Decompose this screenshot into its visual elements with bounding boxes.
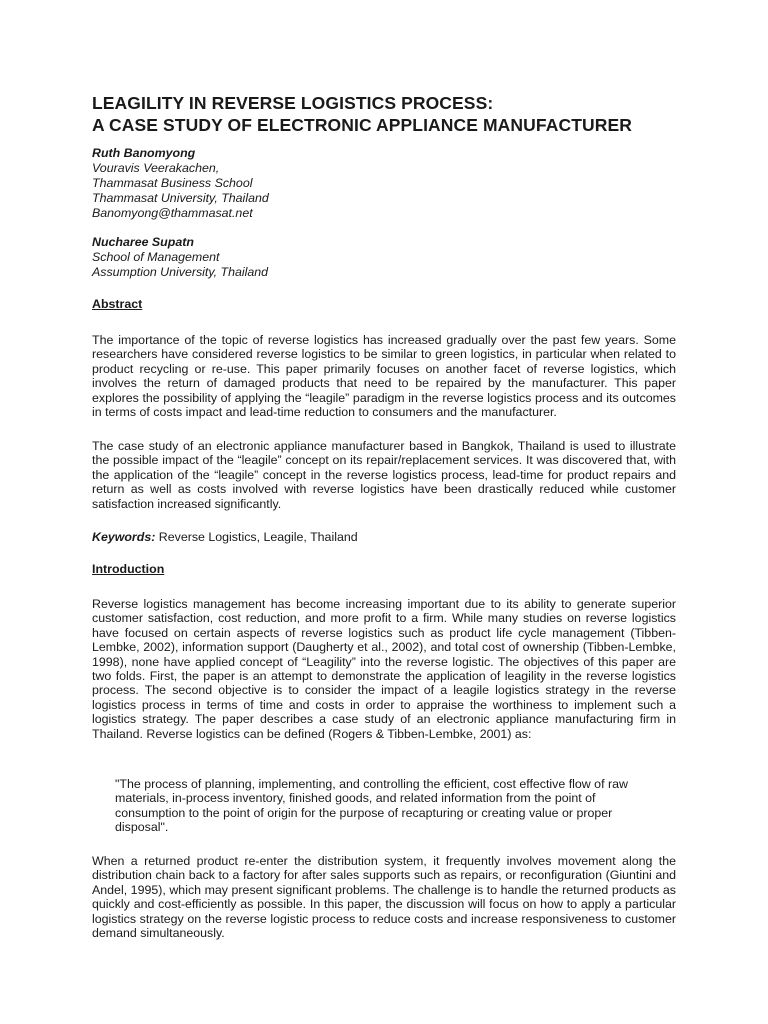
keywords-text: Reverse Logistics, Leagile, Thailand xyxy=(155,530,358,544)
title-line-1: LEAGILITY IN REVERSE LOGISTICS PROCESS: xyxy=(92,93,494,113)
author-affiliation-line: Vouravis Veerakachen, xyxy=(92,161,220,175)
author-affiliation-line: School of Management xyxy=(92,250,220,264)
author-affiliation-line: Thammasat University, Thailand xyxy=(92,191,269,205)
author-email: Banomyong@thammasat.net xyxy=(92,206,253,220)
title-line-2: A CASE STUDY OF ELECTRONIC APPLIANCE MANUFACTURER xyxy=(92,115,632,135)
keywords-line xyxy=(92,530,676,544)
keywords-label: Keywords: xyxy=(92,530,156,544)
author-list xyxy=(92,146,269,280)
author-affiliation-line: Assumption University, Thailand xyxy=(92,265,269,279)
introduction-heading: Introduction xyxy=(92,562,165,576)
author-block-2 xyxy=(92,235,269,280)
introduction-paragraph-2: When a returned product re-enter the distribution system, it frequently involves movement along the distribution chain back to a factory for after sales supports such as repairs, or reconfiguration (Giuntini and Andel, 1995), which may present significant problems. The challenge is to handle the returned products as quickly and cost-efficiently as possible. In this paper, the discussion will focus on how to apply a particular logistics strategy on the reverse logistic process to reduce costs and increase responsiveness to customer demand simultaneously. xyxy=(92,854,676,941)
author-block-1 xyxy=(92,146,269,221)
definition-quote: "The process of planning, implementing, and controlling the efficient, cost effective flow of raw materials, in-process inventory, finished goods, and related information from the point of consumption to the point of origin for the purpose of recapturing or creating value or proper disposal". xyxy=(115,777,628,835)
paper-title xyxy=(92,92,632,136)
introduction-paragraph-1: Reverse logistics management has become increasing important due to its ability to generate superior customer satisfaction, cost reduction, and more profit to a firm. While many studies on reverse logistics have focused on certain aspects of reverse logistics such as product life cycle management (Tibben-Lembke, 2002), information support (Daugherty et al., 2002), and total cost of ownership (Tibben-Lembke, 1998), none have applied concept of “Leagility” into the reverse logistic. The objectives of this paper are two folds. First, the paper is an attempt to demonstrate the application of leagility in the reverse logistics process. The second objective is to consider the impact of a leagile logistics strategy in the reverse logistics process in terms of time and costs in order to appraise the worthiness to implement such a logistics strategy. The paper describes a case study of an electronic appliance manufacturing firm in Thailand. Reverse logistics can be defined (Rogers & Tibben-Lembke, 2001) as: xyxy=(92,597,676,741)
author-name: Ruth Banomyong xyxy=(92,146,196,160)
author-name: Nucharee Supatn xyxy=(92,235,194,249)
author-affiliation-line: Thammasat Business School xyxy=(92,176,253,190)
abstract-paragraph-1: The importance of the topic of reverse logistics has increased gradually over the past few years. Some researchers have considered reverse logistics to be similar to green logistics, in particular when related to product recycling or re-use. This paper primarily focuses on another facet of reverse logistics, which involves the return of damaged products that need to be repaired by the manufacturer. This paper explores the possibility of applying the “leagile” paradigm in the reverse logistics process and its outcomes in terms of costs impact and lead-time reduction to consumers and the manufacturer. xyxy=(92,333,676,420)
abstract-heading: Abstract xyxy=(92,297,143,311)
abstract-paragraph-2: The case study of an electronic appliance manufacturer based in Bangkok, Thailand is used to illustrate the possible impact of the “leagile” concept on its repair/replacement services. It was discovered that, with the application of the “leagile” concept in the reverse logistics process, lead-time for product repairs and return as well as costs involved with reverse logistics have been drastically reduced while customer satisfaction increased significantly. xyxy=(92,439,676,511)
